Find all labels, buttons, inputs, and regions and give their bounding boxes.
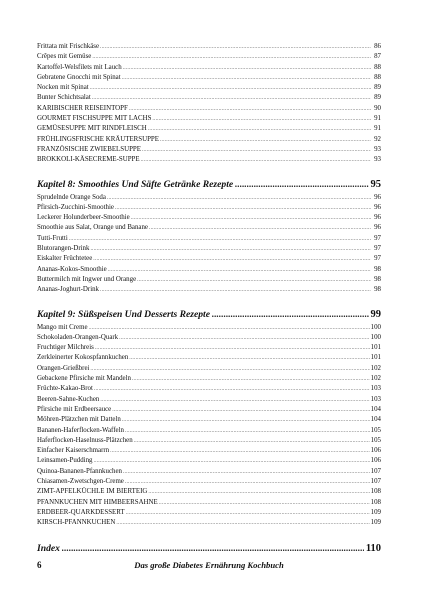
entry-title: Zerkleinerter Kokospfannkuchen	[37, 354, 129, 362]
toc-entry	[37, 487, 381, 497]
entry-page: 102	[370, 375, 381, 383]
entry-page: 91	[374, 125, 381, 133]
entry-page: 103	[370, 395, 381, 403]
page-footer	[37, 560, 381, 574]
entry-page: 93	[374, 156, 381, 164]
dot-leader	[100, 42, 371, 52]
entry-title: Eiskalter Früchtetee	[37, 255, 93, 263]
dot-leader	[90, 364, 369, 374]
dot-leader	[92, 93, 371, 103]
chapter-title: Kapitel 8: Smoothies Und Säfte Getränke Rezepte	[37, 178, 234, 190]
toc-entry	[37, 275, 381, 285]
dot-leader	[148, 487, 369, 497]
entry-title: Bananen-Haferflocken-Waffeln	[37, 426, 124, 434]
toc-entry	[37, 384, 381, 394]
chapter-page: 110	[365, 543, 381, 555]
entry-page: 101	[370, 344, 381, 352]
entry-page: 107	[370, 477, 381, 485]
entry-title: Frittata mit Frischkäse	[37, 43, 100, 50]
chapter-page: 99	[370, 308, 381, 320]
entry-title: BROKKOLI-KÄSECREME-SUPPE	[37, 156, 140, 164]
dot-leader	[148, 124, 371, 134]
dot-leader	[131, 213, 371, 223]
toc-entry	[37, 93, 381, 103]
toc-index	[37, 539, 381, 554]
entry-page: 93	[374, 145, 381, 153]
entry-page: 105	[370, 436, 381, 444]
entry-title: Haferflocken-Haselnuss-Plätzchen	[37, 436, 133, 444]
chapter-page: 95	[370, 178, 381, 190]
entry-page: 89	[374, 94, 381, 102]
entry-page: 109	[370, 508, 381, 516]
dot-leader	[126, 508, 370, 518]
entry-page: 96	[374, 203, 381, 211]
toc-entry	[37, 323, 381, 333]
entry-title: Smoothie aus Salat, Orange und Banane	[37, 224, 148, 232]
entry-page: 101	[370, 354, 381, 362]
dot-leader	[100, 395, 369, 405]
entry-page: 100	[370, 333, 381, 341]
entry-page: 104	[370, 405, 381, 413]
entry-title: Leckerer Holunderbeer-Smoothie	[37, 214, 130, 222]
dot-leader	[92, 52, 371, 62]
dot-leader	[107, 193, 371, 203]
chapter-title: Kapitel 9: Süßspeisen Und Desserts Rezepte	[37, 308, 210, 320]
entry-page: 88	[374, 63, 381, 71]
entry-title: FRÜHLINGSFRISCHE KRÄUTERSUPPE	[37, 135, 159, 143]
entry-title: ZIMT-APFELKÜCHLE IM BIERTEIG	[37, 488, 148, 496]
entry-page: 100	[370, 323, 381, 331]
toc-entry	[37, 223, 381, 233]
dot-leader	[235, 179, 368, 190]
dot-leader	[95, 343, 370, 353]
toc-entry	[37, 415, 381, 425]
toc-entry	[37, 353, 381, 363]
toc-entry	[37, 508, 381, 518]
entry-page: 97	[374, 255, 381, 263]
toc-entry	[37, 83, 381, 93]
entry-page: 98	[374, 265, 381, 273]
dot-leader	[149, 223, 371, 233]
entry-page: 105	[370, 426, 381, 434]
entry-title: Gebratene Gnocchi mit Spinat	[37, 73, 121, 81]
entry-title: Pfirsich-Zucchini-Smoothie	[37, 203, 114, 211]
dot-leader	[125, 477, 370, 487]
entry-title: Pfirsiche mit Erdbeersauce	[37, 405, 112, 413]
entry-page: 107	[370, 467, 381, 475]
toc-entry	[37, 467, 381, 477]
entry-title: Blutorangen-Drink	[37, 245, 90, 253]
entry-title: KARIBISCHER REISEINTOPF	[37, 104, 128, 112]
entry-page: 86	[374, 43, 381, 50]
entry-page: 104	[370, 416, 381, 424]
dot-leader	[129, 104, 371, 114]
toc-entry	[37, 234, 381, 244]
entry-title: GOURMET FISCHSUPPE MIT LACHS	[37, 115, 152, 123]
entry-title: Orangen-Grießbrei	[37, 364, 90, 372]
dot-leader	[116, 518, 369, 528]
entry-title: Früchte-Kakao-Brot	[37, 385, 93, 393]
entry-page: 98	[374, 286, 381, 294]
toc-entry	[37, 213, 381, 223]
toc-section-smoothies	[37, 193, 381, 296]
entry-page: 89	[374, 84, 381, 92]
entry-page: 106	[370, 457, 381, 465]
toc-entry	[37, 135, 381, 145]
dot-leader	[160, 135, 371, 145]
dot-leader	[100, 285, 371, 295]
toc-entry	[37, 254, 381, 264]
dot-leader	[115, 203, 371, 213]
entry-page: 108	[370, 488, 381, 496]
dot-leader	[134, 436, 370, 446]
toc-section-recipes	[37, 42, 381, 166]
book-title: Das große Diabetes Ernährung Kochbuch	[134, 560, 284, 570]
dot-leader	[122, 73, 371, 83]
chapter-title: Index	[37, 543, 60, 555]
toc-entry	[37, 343, 381, 353]
dot-leader	[152, 114, 371, 124]
entry-page: 103	[370, 385, 381, 393]
dot-leader	[119, 333, 370, 343]
toc-entry	[37, 446, 381, 456]
entry-page: 92	[374, 135, 381, 143]
toc-entry	[37, 265, 381, 275]
dot-leader	[141, 155, 371, 165]
toc-entry	[37, 374, 381, 384]
entry-title: Möhren-Plätzchen mit Datteln	[37, 416, 121, 424]
dot-leader	[159, 498, 370, 508]
dot-leader	[142, 145, 371, 155]
dot-leader	[94, 384, 370, 394]
entry-page: 91	[374, 115, 381, 123]
entry-title: Einfacher Kaiserschmarrn	[37, 447, 110, 455]
entry-title: Leinsamen-Pudding	[37, 457, 93, 465]
toc-entry	[37, 456, 381, 466]
dot-leader	[89, 323, 370, 333]
entry-title: Schokoladen-Orangen-Quark	[37, 333, 119, 341]
entry-title: Ananas-Kokos-Smoothie	[37, 265, 107, 273]
dot-leader	[112, 405, 369, 415]
entry-title: Kartoffel-Welsfilets mit Lauch	[37, 63, 122, 71]
entry-page: 90	[374, 104, 381, 112]
entry-title: Crêpes mit Gemüse	[37, 53, 92, 61]
dot-leader	[93, 254, 371, 264]
dot-leader	[137, 275, 371, 285]
toc-chapter-8	[37, 175, 381, 190]
toc-entry	[37, 63, 381, 73]
dot-leader	[62, 543, 364, 554]
toc-entry	[37, 145, 381, 155]
entry-title: Mango mit Creme	[37, 323, 88, 331]
toc-entry	[37, 73, 381, 83]
dot-leader	[90, 83, 371, 93]
entry-page: 96	[374, 224, 381, 232]
entry-page: 106	[370, 447, 381, 455]
dot-leader	[69, 234, 371, 244]
entry-title: Bunter Schichtsalat	[37, 94, 91, 102]
toc-section-desserts	[37, 323, 381, 529]
entry-page: 98	[374, 275, 381, 283]
toc-entry	[37, 285, 381, 295]
entry-title: KIRSCH-PFANNKUCHEN	[37, 519, 116, 527]
toc-chapter-9	[37, 305, 381, 320]
entry-title: FRANZÖSISCHE ZWIEBELSUPPE	[37, 145, 141, 153]
toc-entry	[37, 114, 381, 124]
entry-page: 97	[374, 245, 381, 253]
entry-page: 97	[374, 234, 381, 242]
entry-title: Ananas-Joghurt-Drink	[37, 286, 100, 294]
entry-title: Tutti-Frutti	[37, 234, 68, 242]
toc-entry	[37, 203, 381, 213]
dot-leader	[122, 415, 370, 425]
entry-page: 102	[370, 364, 381, 372]
toc-entry	[37, 426, 381, 436]
dot-leader	[123, 63, 371, 73]
dot-leader	[129, 353, 369, 363]
toc-entry	[37, 477, 381, 487]
entry-title: ERDBEER-QUARKDESSERT	[37, 508, 125, 516]
dot-leader	[94, 456, 370, 466]
page-number: 6	[37, 560, 42, 570]
dot-leader	[123, 467, 370, 477]
dot-leader	[125, 426, 370, 436]
entry-title: Chiasamen-Zwetschgen-Creme	[37, 477, 124, 485]
toc-entry	[37, 498, 381, 508]
dot-leader	[90, 244, 371, 254]
entry-page: 96	[374, 193, 381, 201]
entry-title: Buttermilch mit Ingwer und Orange	[37, 275, 137, 283]
entry-page: 88	[374, 73, 381, 81]
toc-entry	[37, 124, 381, 134]
table-of-contents	[37, 42, 381, 557]
toc-entry	[37, 193, 381, 203]
toc-entry	[37, 518, 381, 528]
toc-entry	[37, 104, 381, 114]
toc-entry	[37, 333, 381, 343]
entry-title: Gebackene Pfirsiche mit Mandeln	[37, 375, 131, 383]
toc-entry	[37, 364, 381, 374]
entry-title: Beeren-Sahne-Kuchen	[37, 395, 100, 403]
toc-entry	[37, 42, 381, 52]
toc-entry	[37, 155, 381, 165]
dot-leader	[212, 309, 369, 320]
dot-leader	[108, 265, 371, 275]
entry-title: Quinoa-Bananen-Pfannkuchen	[37, 467, 122, 475]
entry-title: GEMÜSESUPPE MIT RINDFLEISCH	[37, 125, 147, 133]
entry-page: 109	[370, 519, 381, 527]
entry-page: 87	[374, 53, 381, 61]
entry-page: 96	[374, 214, 381, 222]
dot-leader	[132, 374, 370, 384]
entry-page: 108	[370, 498, 381, 506]
toc-entry	[37, 436, 381, 446]
toc-entry	[37, 52, 381, 62]
toc-entry	[37, 405, 381, 415]
toc-entry	[37, 244, 381, 254]
entry-title: PFANNKUCHEN MIT HIMBEERSAHNE	[37, 498, 158, 506]
entry-title: Nocken mit Spinat	[37, 84, 89, 92]
entry-title: Fruchtiger Milchreis	[37, 344, 94, 352]
entry-title: Sprudelnde Orange Soda	[37, 193, 106, 201]
toc-entry	[37, 395, 381, 405]
dot-leader	[110, 446, 370, 456]
